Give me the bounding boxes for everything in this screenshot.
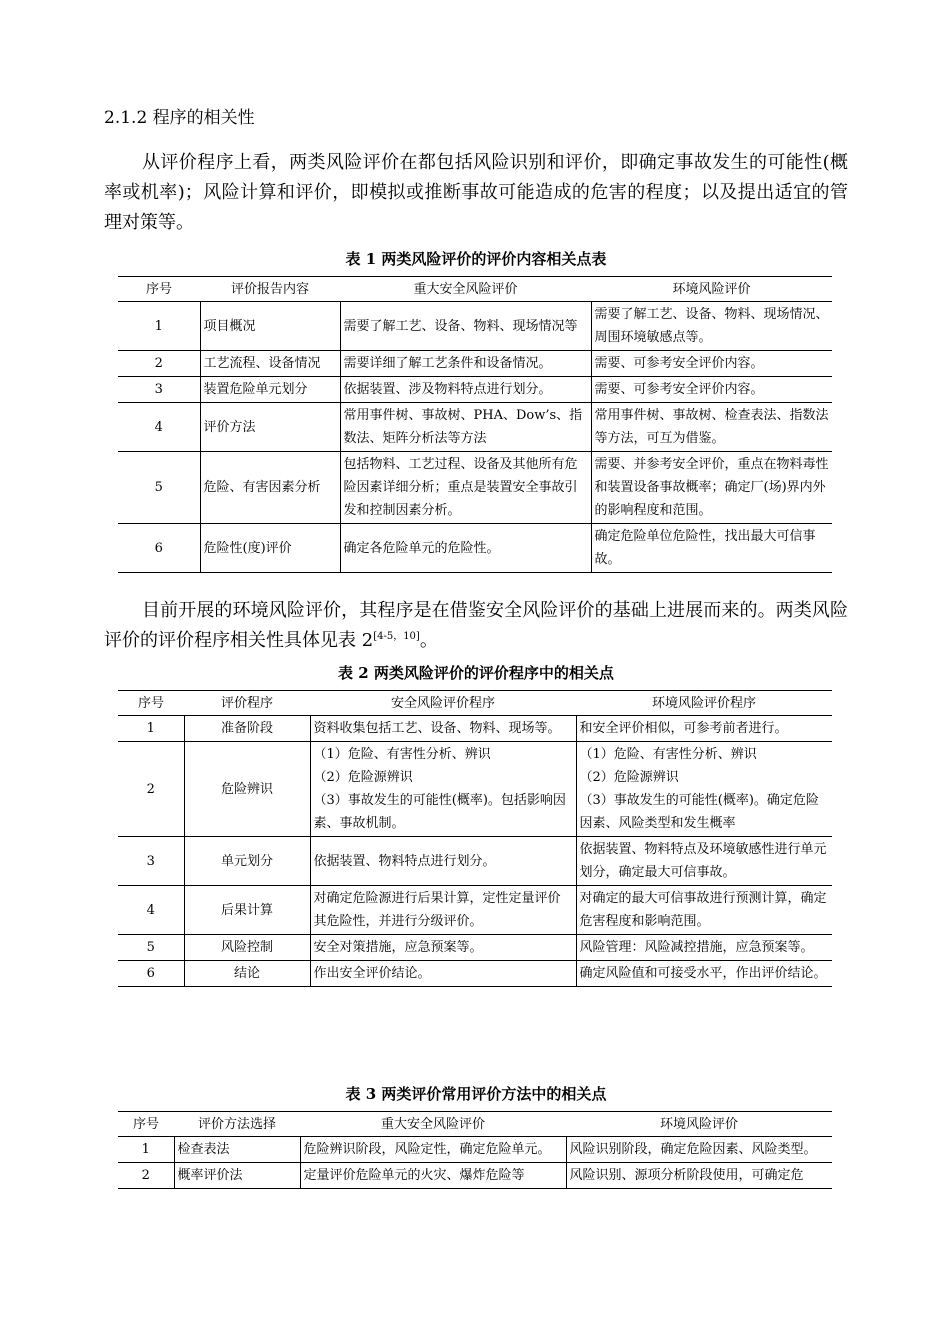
- table-row: [118, 351, 832, 377]
- cell-line: 对确定的最大可信事故进行预测计算，确定危害程度和影响范围。: [579, 891, 827, 929]
- cell-line: 安全对策措施，应急预案等。: [313, 940, 483, 955]
- table-cell: 需要了解工艺、设备、物料、现场情况、周围环境敏感点等。: [591, 302, 832, 351]
- table-cell: 5: [118, 935, 184, 961]
- paragraph-2-text: 目前开展的环境风险评价，其程序是在借鉴安全风险评价的基础上进展而来的。两类风险评价的评价程序相关性具体见表 2: [104, 600, 848, 651]
- table-cell: 包括物料、工艺过程、设备及其他所有危险因素详细分析；重点是装置安全事故引发和控制因素分析。: [340, 452, 591, 524]
- table-cell: 风险识别、源项分析阶段使用，可确定危: [566, 1163, 832, 1189]
- cell-line: （1）危险、有害性分析、辨识: [579, 747, 757, 762]
- table-cell: [576, 961, 832, 987]
- table-cell: 结论: [184, 961, 310, 987]
- cell-line: （2）危险源辨识: [579, 770, 679, 785]
- table-row: [118, 1163, 832, 1189]
- cell-line: （2）危险源辨识: [313, 770, 413, 785]
- paragraph-2: [104, 596, 848, 656]
- table-cell: 后果计算: [184, 886, 310, 935]
- header-cell: 环境风险评价: [566, 1112, 832, 1137]
- table-cell: 1: [118, 302, 200, 351]
- header-cell: 评价方法选择: [174, 1112, 300, 1137]
- table-row: [118, 452, 832, 524]
- cell-line: 对确定危险源进行后果计算，定性定量评价其危险性，并进行分级评价。: [313, 891, 561, 929]
- table-cell: [310, 716, 576, 742]
- table-cell: 4: [118, 403, 200, 452]
- table-cell: 危险性(度)评价: [200, 524, 340, 573]
- table-cell: 需要详细了解工艺条件和设备情况。: [340, 351, 591, 377]
- table-row: [118, 935, 832, 961]
- table-cell: 2: [118, 351, 200, 377]
- table-cell: 6: [118, 524, 200, 573]
- table-cell: 风险识别阶段，确定危险因素、风险类型。: [566, 1137, 832, 1163]
- header-cell: 安全风险评价程序: [310, 691, 576, 716]
- cell-line: （3）事故发生的可能性(概率)。确定危险因素、风险类型和发生概率: [579, 793, 819, 831]
- table-cell: 5: [118, 452, 200, 524]
- paragraph-1: 从评价程序上看，两类风险评价在都包括风险识别和评价，即确定事故发生的可能性(概率或机率)；风险计算和评价，即模拟或推断事故可能造成的危害的程度；以及提出适宜的管理对策等。: [104, 152, 848, 233]
- header-cell: 序号: [118, 691, 184, 716]
- table-cell: [310, 961, 576, 987]
- table-cell: 3: [118, 837, 184, 886]
- cell-line: 资料收集包括工艺、设备、物料、现场等。: [313, 721, 561, 736]
- table-cell: 检查表法: [174, 1137, 300, 1163]
- table-cell: 准备阶段: [184, 716, 310, 742]
- header-cell: 序号: [118, 277, 200, 302]
- table-cell: 装置危险单元划分: [200, 377, 340, 403]
- table-cell: 需要、可参考安全评价内容。: [591, 351, 832, 377]
- table-cell: 1: [118, 716, 184, 742]
- table-cell: [310, 935, 576, 961]
- table-cell: 需要了解工艺、设备、物料、现场情况等: [340, 302, 591, 351]
- table-cell: 确定各危险单元的危险性。: [340, 524, 591, 573]
- table-row: [118, 716, 832, 742]
- table-cell: 需要、并参考安全评价，重点在物料毒性和装置设备事故概率；确定厂(场)界内外的影响程度和范围。: [591, 452, 832, 524]
- table-cell: 需要、可参考安全评价内容。: [591, 377, 832, 403]
- table-cell: 危险辨识阶段，风险定性，确定危险单元。: [300, 1137, 566, 1163]
- cell-line: 风险管理：风险减控措施，应急预案等。: [579, 940, 814, 955]
- table-2: [118, 690, 832, 987]
- cell-line: 依据装置、物料特点进行划分。: [313, 853, 496, 869]
- cell-line: 依据装置、物料特点及环境敏感性进行单元划分，确定最大可信事故。: [579, 842, 827, 880]
- header-cell: 评价程序: [184, 691, 310, 716]
- table-cell: [576, 837, 832, 886]
- table-header-row: [118, 277, 832, 302]
- table-row: [118, 886, 832, 935]
- table-header-row: [118, 691, 832, 716]
- header-cell: 序号: [118, 1112, 174, 1137]
- header-cell: 环境风险评价: [591, 277, 832, 302]
- section-heading: 2.1.2 程序的相关性: [104, 108, 255, 128]
- table-row: [118, 742, 832, 837]
- table-cell: 工艺流程、设备情况: [200, 351, 340, 377]
- table-cell: [576, 742, 832, 837]
- paragraph-2-end: 。: [419, 630, 438, 651]
- table-cell: [310, 886, 576, 935]
- cell-line: （1）危险、有害性分析、辨识: [313, 747, 491, 762]
- table-cell: 单元划分: [184, 837, 310, 886]
- table-row: [118, 403, 832, 452]
- table-3-caption: 表 3 两类评价常用评价方法中的相关点: [345, 1085, 607, 1103]
- cell-line: 确定风险值和可接受水平，作出评价结论。: [579, 966, 827, 981]
- table-row: [118, 837, 832, 886]
- table-cell: [576, 935, 832, 961]
- table-row: [118, 377, 832, 403]
- cell-line: 作出安全评价结论。: [313, 966, 431, 981]
- table-cell: 3: [118, 377, 200, 403]
- table-cell: 依据装置、涉及物料特点进行划分。: [340, 377, 591, 403]
- cell-line: 和安全评价相似，可参考前者进行。: [579, 721, 788, 736]
- table-cell: [310, 742, 576, 837]
- header-cell: 重大安全风险评价: [300, 1112, 566, 1137]
- table-cell: 项目概况: [200, 302, 340, 351]
- table-row: [118, 302, 832, 351]
- table-header-row: [118, 1112, 832, 1137]
- table-cell: [310, 837, 576, 886]
- table-cell: 定量评价危险单元的火灾、爆炸危险等: [300, 1163, 566, 1189]
- table-cell: 风险控制: [184, 935, 310, 961]
- table-3: [118, 1111, 832, 1189]
- table-row: [118, 524, 832, 573]
- table-cell: 危险辨识: [184, 742, 310, 837]
- table-cell: 概率评价法: [174, 1163, 300, 1189]
- header-cell: 评价报告内容: [200, 277, 340, 302]
- table-cell: 危险、有害因素分析: [200, 452, 340, 524]
- citation-ref: [4-5，10]: [373, 631, 420, 642]
- table-1: [118, 276, 832, 573]
- table-cell: 2: [118, 742, 184, 837]
- header-cell: 环境风险评价程序: [576, 691, 832, 716]
- table-2-caption: 表 2 两类风险评价的评价程序中的相关点: [338, 664, 614, 682]
- table-cell: 1: [118, 1137, 174, 1163]
- table-cell: 4: [118, 886, 184, 935]
- cell-line: （3）事故发生的可能性(概率)。包括影响因素、事故机制。: [313, 793, 566, 831]
- table-cell: 确定危险单位危险性，找出最大可信事故。: [591, 524, 832, 573]
- table-row: [118, 1137, 832, 1163]
- table-cell: 6: [118, 961, 184, 987]
- table-cell: 评价方法: [200, 403, 340, 452]
- table-cell: [576, 716, 832, 742]
- table-1-caption: 表 1 两类风险评价的评价内容相关点表: [345, 250, 607, 268]
- table-cell: 2: [118, 1163, 174, 1189]
- table-cell: [576, 886, 832, 935]
- table-row: [118, 961, 832, 987]
- table-cell: 常用事件树、事故树、检查表法、指数法等方法，可互为借鉴。: [591, 403, 832, 452]
- header-cell: 重大安全风险评价: [340, 277, 591, 302]
- table-cell: 常用事件树、事故树、PHA、Dow’s、指数法、矩阵分析法等方法: [340, 403, 591, 452]
